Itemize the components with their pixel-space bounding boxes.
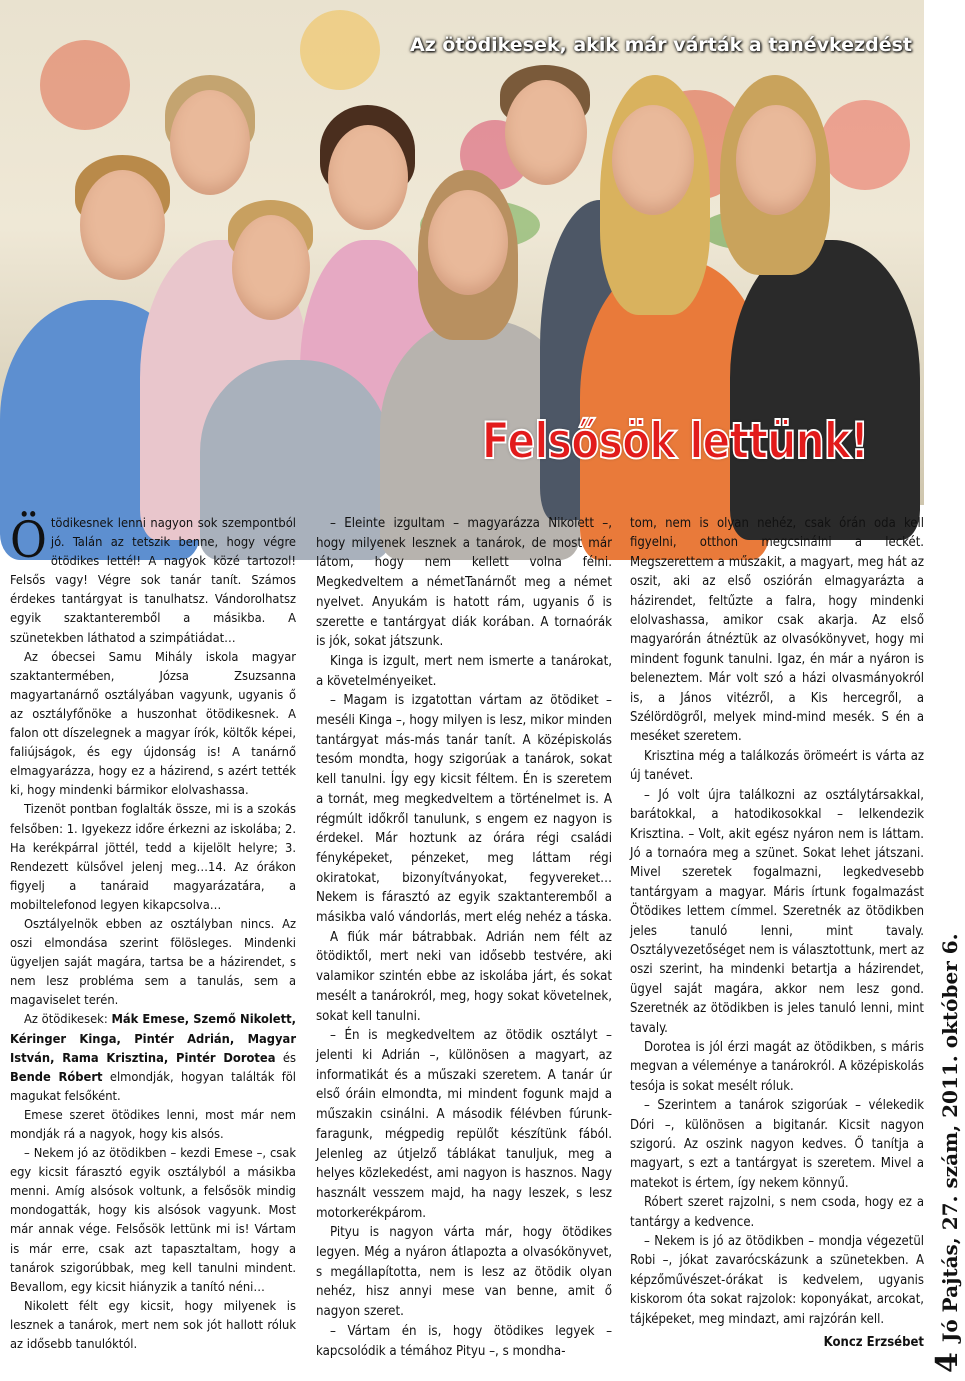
article-column-2 — [316, 514, 612, 1361]
names-intro: Az ötödikesek: — [24, 1012, 112, 1028]
article-paragraph: – Szerintem a tanárok szigorúak – vélekedik Dóri –, különösen a bigitanár. Kicsit nagyon szigorú. Az oszink nagyon kedves. Ő tanítja a magyart, s ezt a tantárgyat is szeretem. Mivel a matekot is értem, így nekem könnyű. — [630, 1098, 924, 1191]
article-paragraph: – Én is megkedveltem az ötödik osztályt – jelenti ki Adrián –, különösen a magyart, az informatikát és a műszaki szeretem. A tanár úr első óráin elmondta, mi mindent fogunk majd a műszakin csinálni. A második félévben fúrunk-faragunk, mégpedig repülőt készítünk fából. Jelenleg az útjelző táblákat tanuljuk, meg a helyes közlekedést, ami nagyon is hasznos. Nagy használt vesszem majd, ha nagy leszek, s lesz motorkerékpárom. — [316, 1028, 612, 1221]
article-paragraph: Az óbecsei Samu Mihály iskola magyar szaktantermében, Józsa Zsuzsanna magyartanárnő osztályában vagyunk, ugyanis ő az osztályfőnöke a huszonhat ötödikesnek. A falon ott díszelegnek a magyar írók, költők képei, faliújságok, és egy újdonság is! A tanárnő elmagyarázza, hogy ez a házirend, s azért tették ki, hogy mindenki bármikor elolvashassa. — [10, 649, 296, 799]
class-photo — [0, 0, 924, 505]
article-paragraph: – Magam is izgatottan vártam az ötödiket – meséli Kinga –, hogy milyen is lesz, mikor minden tantárgyat más-más tanár tanít. A középiskolás tesóm mondta, hogy szigorúak a tanárok, sokat kell tanulni. Így egy kicsit féltem. Én is szeretem a tornát, meg megkedveltem a történelmet is. A régmúlt időkről tanulunk, s engem ez nagyon is érdekel. Már hoztunk az órára régi családi fényképeket, pénzeket, meg láttam régi okiratokat, bizonyítványokat, fegyvereket… Nekem is fárasztó az egyik szaktanteremből a másikba való vándorlás, mert elég nehéz a táska. — [316, 693, 612, 926]
photo-caption: Az ötödikesek, akik már várták a tanévkezdést — [410, 34, 912, 56]
article-paragraph: Nikolett félt egy kicsit, hogy milyenek is lesznek a tanárok, mert nem sok jót hallott róluk az idősebb tanulóktól. — [10, 1298, 296, 1353]
article-paragraph: Kinga is izgult, mert nem ismerte a tanárokat, a követelményeiket. — [316, 653, 612, 689]
article-paragraph: Osztályelnök ebben az osztályban nincs. Az oszi elmondása szerint fölösleges. Mindenki ügyeljen saját magára, tartsa be a házirendet, s nem lesz probléma sem a tanulás, sem a magaviselet terén. — [10, 916, 296, 1009]
child-face — [428, 190, 508, 295]
article-paragraph: Róbert szeret rajzolni, s nem csoda, hogy ez a tantárgy a kedvence. — [630, 1195, 924, 1230]
article-paragraph — [10, 511, 296, 648]
article-column-3 — [630, 514, 924, 1352]
page-number: 4 — [930, 1352, 965, 1373]
names-and: és — [275, 1050, 296, 1066]
article-author: Koncz Erzsébet — [823, 1335, 924, 1351]
child-face — [736, 105, 816, 215]
article-paragraph: – Jó volt újra találkozni az osztálytársakkal, barátokkal, a hatodikosokkal – lelkendezik Krisztina. – Volt, akit egész nyáron nem is láttam. Jó a tornaóra meg a szünet. Sokat lehet játszani. Mivel szeretek fogalmazni, legkedvesebb tantárgyam a magyar. Máris írtunk fogalmazást Ötödikes lettem címmel. Szeretnék az ötödikben jeles tanuló lenni, mint tavaly. Osztályvezetőséget nem is választottunk, mert az oszi szerint, ha mindenki betartja a házirendet, ügyel saját magára, akkor nem lesz gond. Szeretnék az ötödikben is jeles tanuló lenni, mint tavaly. — [630, 787, 924, 1036]
article-paragraph: Dorotea is jól érzi magát az ötödikben, s máris megvan a véleménye a tanárokról. A középiskolás tesója is sokat mesélt róluk. — [630, 1039, 924, 1094]
article-paragraph: – Eleinte izgultam – magyarázza Nikolett –, hogy milyenek lesznek a tanárok, de most már látom, hogy nem kellett volna félni. Megkedveltem a németTanárnőt meg a német nyelvet. Anyukám is hatott rám, ugyanis ő is szerette e tantárgyat diák korában. A tornaórák is jók, sokat játszunk. — [316, 516, 612, 650]
wall-flower-decoration — [820, 100, 910, 190]
article-paragraph: Emese szeret ötödikes lenni, most már nem mondják rá a nagyok, hogy kis alsós. — [10, 1107, 296, 1142]
article-column-1 — [10, 511, 296, 1354]
child-face — [80, 170, 165, 280]
article-paragraph: Tizenöt pontban foglalták össze, mi is a szokás felsőben: 1. Igyekezz időre érkezni az iskolába; 2. Ha kerékpárral jöttél, tedd a kijelölt helyre; 3. Rendezett külsővel jelenj meg…14. Az órákon figyelj a tanáraid magyarázatára, a mobiltelefonod legyen kikapcsolva… — [10, 802, 296, 913]
footer-text — [930, 933, 965, 1373]
page-footer — [926, 673, 965, 1373]
article-paragraph — [10, 1010, 296, 1105]
article-headline: Felsősök lettünk! — [481, 412, 868, 470]
wall-flower-decoration — [40, 40, 130, 130]
names-outro: elmondják, hogyan találták föl magukat felsőként. — [10, 1069, 296, 1104]
article-paragraph: Krisztina még a találkozás örömeért is várta az új tanévet. — [630, 748, 924, 784]
child-face — [170, 90, 250, 195]
article-paragraph: – Nekem is jó az ötödikben – mondja végezetül Robi –, jókat zavarócskázunk a szünetekben. A képzőművészet-órákat is kedvelem, ugyanis kiskorom óta sokat rajzolok: koponyákat, arcokat, tájképeket, meg mindazt, ami rajzórán kell. — [630, 1234, 924, 1327]
article-paragraph: – Nekem jó az ötödikben – kezdi Emese –, csak egy kicsit fárasztó egyik osztályból a másikba menni. Amíg alsósok voltunk, a felsősök mindig mondogatták, hogy kis alsósok vagyunk. Most már annak vége. Felsősök lettünk mi is! Vártam is már erre, csak azt tapasztaltam, hogy a tanárok szigorúbbak, meg kell tanulni mindent. Bevallom, egy kicsit hiányzik a tanító néni… — [10, 1146, 296, 1295]
child-face — [328, 125, 408, 230]
student-names: Mák Emese, Szemő Nikolett, Kéringer Kinga, Pintér Adrián, Magyar István, Rama Krisztina, Pintér Dorotea — [10, 1012, 296, 1066]
article-paragraph: A fiúk már bátrabbak. Adrián nem félt az ötödiktől, mert neki van idősebb testvére, aki valamikor szintén ebbe az iskolába járt, és sokat mesélt a tanárokról, meg, hogy sokat követelnek, sokat kell tanulni. — [316, 929, 612, 1024]
child-body — [730, 240, 920, 540]
article-paragraph: – Vártam én is, hogy ötödikes legyek – kapcsolódik a témához Pityu –, s mondha- — [316, 1323, 612, 1359]
wall-flower-decoration — [300, 10, 380, 90]
article-paragraph: tom, nem is olyan nehéz, csak órán oda kell figyelni, otthon megcsinálni a leckét. Megszerettem a műszakit, a magyart, meg hát az oszit, aki az első osziórán elmagyarázta a házirendet, feltűzte a falra, hogy mindenki elolvashassa, amikor csak akarja. Az első magyarórán átnéztük az olvasókönyvet, hogy mi mindent fogunk tanulni. Igaz, én már a nyáron is beleneztem. Már volt szó a házi olvasmányokról is, a János vitézről, a Kis hercegről, a Szélördögről, melyek mind-mind mesék. S én a meséket szeretem. — [630, 516, 924, 745]
student-name-last: Bende Róbert — [10, 1069, 103, 1085]
child-face — [505, 80, 587, 185]
drop-cap: Ö — [10, 511, 47, 569]
child-face — [232, 215, 310, 320]
child-face — [612, 105, 694, 215]
publication-info: Jó Pajtás, 27. szám, 2011. október 6. — [938, 933, 962, 1343]
article-paragraph: Pityu is nagyon várta már, hogy ötödikes legyen. Még a nyáron átlapozta a olvasókönyvet, s megállapította, nem is lesz az ötödik olyan nehéz, hisz annyi mese van benne, amit ő nagyon szeret. — [316, 1225, 612, 1320]
paragraph-text: tödikesnek lenni nagyon sok szempontból jó. Talán az tetszik benne, hogy végre ötödikes lettél! A nagyok közé tartozol! Felsős vagy! Végre sok tanár tanít. Számos érdekes tantárgyat is tanulhatsz. Vándorolhatsz egyik szaktanteremből a másikba. A szünetekben láthatod a szimpátiádat… — [10, 516, 296, 646]
